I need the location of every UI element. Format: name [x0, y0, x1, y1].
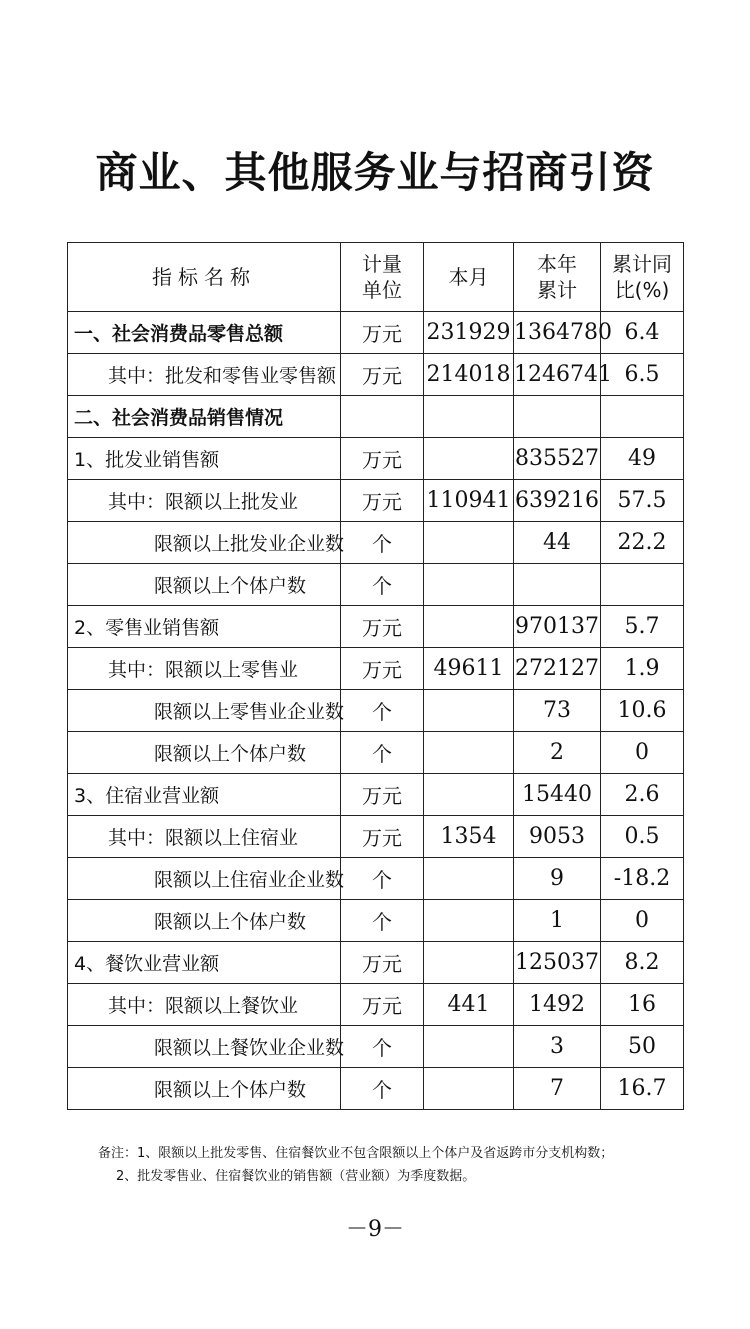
- indicator-name: 限额以上个体户数: [68, 732, 341, 774]
- footnotes: [98, 1142, 613, 1188]
- table-row: [68, 774, 684, 816]
- yoy-value: -18.2: [601, 858, 684, 900]
- cumulative-value: 835527: [514, 438, 601, 480]
- cumulative-value: 15440: [514, 774, 601, 816]
- month-value: [424, 522, 514, 564]
- yoy-value: 2.6: [601, 774, 684, 816]
- table-row: [68, 522, 684, 564]
- header-unit-line1: 计量: [362, 252, 402, 276]
- cumulative-value: 1246741: [514, 354, 601, 396]
- unit-cell: 万元: [341, 480, 424, 522]
- table-row: [68, 690, 684, 732]
- cumulative-value: 9: [514, 858, 601, 900]
- indicator-name: 其中：限额以上批发业: [68, 480, 341, 522]
- cumulative-value: 639216: [514, 480, 601, 522]
- table-row: [68, 816, 684, 858]
- yoy-value: 22.2: [601, 522, 684, 564]
- footnote-line-2: 2、批发零售业、住宿餐饮业的销售额（营业额）为季度数据。: [116, 1169, 476, 1184]
- indicator-name: 2、零售业销售额: [68, 606, 341, 648]
- indicator-name: 二、社会消费品销售情况: [68, 396, 341, 438]
- yoy-value: [601, 564, 684, 606]
- cumulative-value: [514, 396, 601, 438]
- table-row: [68, 984, 684, 1026]
- month-value: [424, 690, 514, 732]
- yoy-value: 6.4: [601, 312, 684, 354]
- month-value: 1354: [424, 816, 514, 858]
- month-value: [424, 396, 514, 438]
- statistics-table: [67, 242, 684, 1110]
- month-value: 441: [424, 984, 514, 1026]
- table-row: [68, 1026, 684, 1068]
- indicator-name: 限额以上零售业企业数: [68, 690, 341, 732]
- yoy-value: 16.7: [601, 1068, 684, 1110]
- indicator-name: 限额以上个体户数: [68, 1068, 341, 1110]
- header-yoy-line1: 累计同: [612, 252, 672, 276]
- indicator-name: 其中：限额以上住宿业: [68, 816, 341, 858]
- unit-cell: 万元: [341, 816, 424, 858]
- unit-cell: 个: [341, 732, 424, 774]
- cumulative-value: 125037: [514, 942, 601, 984]
- table-header-row: [68, 243, 684, 312]
- unit-cell: 万元: [341, 984, 424, 1026]
- yoy-value: 0.5: [601, 816, 684, 858]
- yoy-value: 5.7: [601, 606, 684, 648]
- unit-cell: 万元: [341, 942, 424, 984]
- unit-cell: 万元: [341, 438, 424, 480]
- table-row: [68, 858, 684, 900]
- yoy-value: 49: [601, 438, 684, 480]
- header-yoy: [601, 243, 684, 312]
- table-row: [68, 396, 684, 438]
- month-value: [424, 942, 514, 984]
- table-row: [68, 942, 684, 984]
- header-yoy-line2: 比(%): [614, 278, 670, 302]
- month-value: [424, 858, 514, 900]
- header-unit-line2: 单位: [362, 278, 402, 302]
- indicator-name: 一、社会消费品零售总额: [68, 312, 341, 354]
- unit-cell: 个: [341, 1068, 424, 1110]
- indicator-name: 其中：批发和零售业零售额: [68, 354, 341, 396]
- cumulative-value: [514, 564, 601, 606]
- month-value: [424, 1068, 514, 1110]
- indicator-name: 限额以上个体户数: [68, 900, 341, 942]
- header-indicator-name: 指标名称: [68, 243, 341, 312]
- unit-cell: [341, 396, 424, 438]
- unit-cell: 万元: [341, 354, 424, 396]
- unit-cell: 个: [341, 1026, 424, 1068]
- yoy-value: 8.2: [601, 942, 684, 984]
- yoy-value: 16: [601, 984, 684, 1026]
- table-row: [68, 732, 684, 774]
- table-row: [68, 480, 684, 522]
- page-number: －9－: [346, 1217, 404, 1242]
- cumulative-value: 272127: [514, 648, 601, 690]
- table-row: [68, 312, 684, 354]
- month-value: 214018: [424, 354, 514, 396]
- cumulative-value: 44: [514, 522, 601, 564]
- month-value: [424, 732, 514, 774]
- cumulative-value: 2: [514, 732, 601, 774]
- unit-cell: 个: [341, 900, 424, 942]
- table-row: [68, 438, 684, 480]
- month-value: [424, 1026, 514, 1068]
- indicator-name: 1、批发业销售额: [68, 438, 341, 480]
- month-value: [424, 606, 514, 648]
- cumulative-value: 9053: [514, 816, 601, 858]
- month-value: [424, 438, 514, 480]
- table-row: [68, 354, 684, 396]
- cumulative-value: 3: [514, 1026, 601, 1068]
- table-row: [68, 900, 684, 942]
- indicator-name: 3、住宿业营业额: [68, 774, 341, 816]
- indicator-name: 其中：限额以上餐饮业: [68, 984, 341, 1026]
- unit-cell: 个: [341, 690, 424, 732]
- indicator-name: 限额以上餐饮业企业数: [68, 1026, 341, 1068]
- month-value: 49611: [424, 648, 514, 690]
- cumulative-value: 1: [514, 900, 601, 942]
- yoy-value: 0: [601, 900, 684, 942]
- cumulative-value: 7: [514, 1068, 601, 1110]
- cumulative-value: 1364780: [514, 312, 601, 354]
- yoy-value: 1.9: [601, 648, 684, 690]
- indicator-name: 限额以上批发业企业数: [68, 522, 341, 564]
- header-year-cumulative: [514, 243, 601, 312]
- table-row: [68, 564, 684, 606]
- unit-cell: 个: [341, 858, 424, 900]
- header-unit: [341, 243, 424, 312]
- yoy-value: 50: [601, 1026, 684, 1068]
- table-row: [68, 648, 684, 690]
- cumulative-value: 1492: [514, 984, 601, 1026]
- table-row: [68, 606, 684, 648]
- indicator-name: 其中：限额以上零售业: [68, 648, 341, 690]
- unit-cell: 个: [341, 564, 424, 606]
- cumulative-value: 970137: [514, 606, 601, 648]
- unit-cell: 个: [341, 522, 424, 564]
- header-cum-line2: 累计: [537, 278, 577, 302]
- yoy-value: 10.6: [601, 690, 684, 732]
- indicator-name: 4、餐饮业营业额: [68, 942, 341, 984]
- unit-cell: 万元: [341, 606, 424, 648]
- header-cum-line1: 本年: [537, 252, 577, 276]
- month-value: [424, 564, 514, 606]
- header-this-month: 本月: [424, 243, 514, 312]
- unit-cell: 万元: [341, 648, 424, 690]
- yoy-value: 0: [601, 732, 684, 774]
- month-value: 231929: [424, 312, 514, 354]
- yoy-value: 6.5: [601, 354, 684, 396]
- month-value: 110941: [424, 480, 514, 522]
- footnote-line-1: 备注：1、限额以上批发零售、住宿餐饮业不包含限额以上个体户及省返跨市分支机构数；: [98, 1146, 614, 1161]
- yoy-value: [601, 396, 684, 438]
- unit-cell: 万元: [341, 312, 424, 354]
- indicator-name: 限额以上住宿业企业数: [68, 858, 341, 900]
- page-title: 商业、其他服务业与招商引资: [95, 148, 655, 197]
- table-row: [68, 1068, 684, 1110]
- unit-cell: 万元: [341, 774, 424, 816]
- cumulative-value: 73: [514, 690, 601, 732]
- month-value: [424, 900, 514, 942]
- month-value: [424, 774, 514, 816]
- indicator-name: 限额以上个体户数: [68, 564, 341, 606]
- yoy-value: 57.5: [601, 480, 684, 522]
